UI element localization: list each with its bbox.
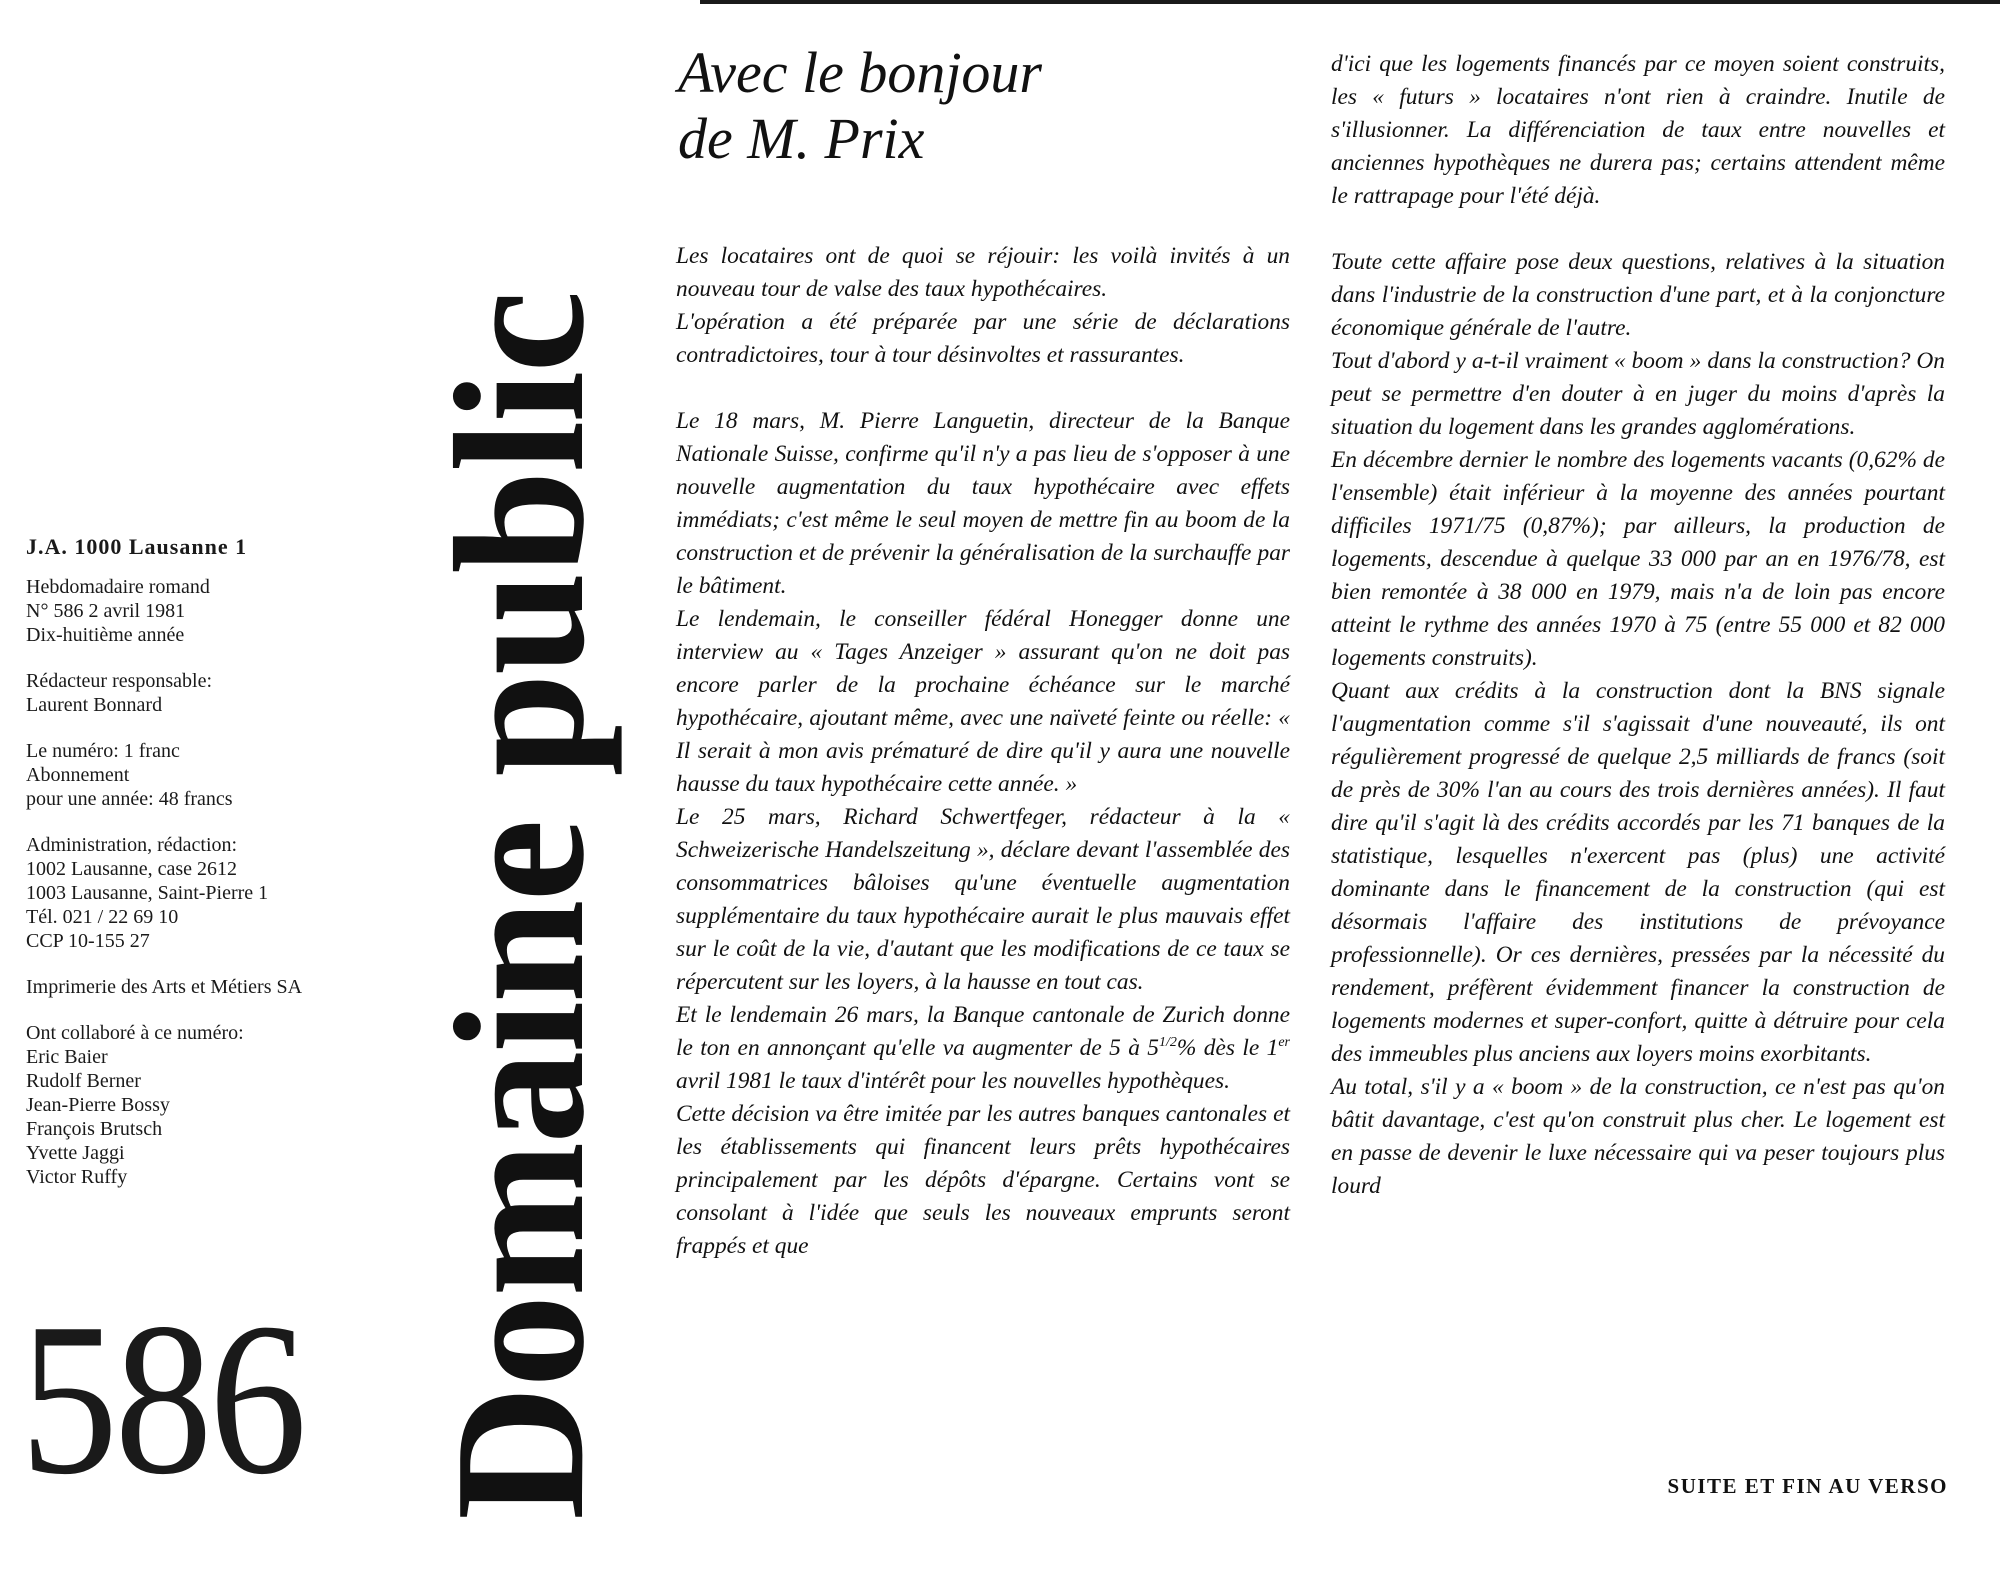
postal-mark: J.A. 1000 Lausanne 1 [26, 534, 248, 559]
info-block-contributors: Ont collaboré à ce numéro: Eric Baier Rudolf Berner Jean-Pierre Bossy François Brutsch Yvette Jaggi Victor Ruffy [26, 1022, 244, 1188]
info-block-editor: Rédacteur responsable: Laurent Bonnard [26, 670, 213, 716]
article-column-1 [676, 240, 1290, 1263]
info-block-edition: Hebdomadaire romand N° 586 2 avril 1981 Dix-huitième année [26, 576, 210, 646]
article-paragraph: Le lendemain, le conseiller fédéral Honegger donne une interview au « Tages Anzeiger » assurant qu'on ne doit pas encore parler de la prochaine échéance sur le marché hypothécaire, ajoutant même, avec une naïveté feinte ou réelle: « Il serait à mon avis prématuré de dire qu'il y aura une nouvelle hausse du taux hypothécaire cette année. » [676, 606, 1290, 797]
article-title: Avec le bonjour de M. Prix [678, 40, 1043, 171]
article-paragraph: Toute cette affaire pose deux questions, relatives à la situation dans l'industrie de la construction d'une part, et à la conjoncture économique générale de l'autre. [1331, 249, 1945, 341]
info-block-price: Le numéro: 1 franc Abonnement pour une année: 48 francs [26, 740, 233, 810]
intro-paragraph: Les locataires ont de quoi se réjouir: les voilà invités à un nouveau tour de valse des taux hypothécaires. [676, 243, 1290, 302]
intro-paragraph: L'opération a été préparée par une série de déclarations contradictoires, tour à tour désinvoltes et rassurantes. [676, 309, 1290, 368]
info-block-address: Administration, rédaction: 1002 Lausanne, case 2612 1003 Lausanne, Saint-Pierre 1 Tél. 021 / 22 69 10 CCP 10-155 27 [26, 834, 269, 952]
article-paragraph: En décembre dernier le nombre des logements vacants (0,62% de l'ensemble) était inférieur à la moyenne des années pourtant difficiles 1971/75 (0,87%); par ailleurs, la production de logements, descendue à quelque 33 000 par an en 1976/78, est bien remontée à 38 000 en 1979, mais n'a de loin pas encore atteint le rythme des années 1970 à 75 (entre 55 000 et 82 000 logements construits). [1331, 447, 1945, 671]
article-paragraph: d'ici que les logements financés par ce moyen soient construits, les « futurs » locataires n'ont rien à craindre. Inutile de s'illusionner. La différenciation de taux entre nouvelles et anciennes hypothèques ne durera pas; certains attendent même le rattrapage pour l'été déjà. [1331, 51, 1945, 209]
article-column-2 [1331, 48, 1945, 1203]
article-paragraph: Cette décision va être imitée par les autres banques cantonales et les établissements qui financent leurs prêts hypothécaires principalement par les dépôts d'épargne. Certains vont se consolant à l'idée que seuls les nouveaux emprunts seront frappés et que [676, 1101, 1290, 1259]
issue-number: 586 [20, 1279, 304, 1520]
article-paragraph: Quant aux crédits à la construction dont la BNS signale l'augmentation comme s'il s'agissait d'une nouveauté, ils ont régulièrement progressé de quelque 2,5 milliards de francs (soit de près de 30% l'an au cours des trois dernières années). Il faut dire qu'il s'agit là des crédits accordés par les 71 banques de la statistique, lesquelles n'exercent pas (plus) une activité dominante dans le financement de la construction (qui est désormais l'affaire des institutions de prévoyance professionnelle). Or ces dernières, pressées par la nécessité du rendement, préfèrent évidemment financer la construction de logements modernes et super-confort, quitte à détruire pour cela des immeubles plus anciens aux loyers moins exorbitants. [1331, 678, 1945, 1067]
masthead-title: Domaine public [417, 292, 623, 1520]
publication-info [26, 535, 386, 1211]
article-paragraph: Et le lendemain 26 mars, la Banque cantonale de Zurich donne le ton en annonçant qu'elle va augmenter de 5 à $5^{1/2}\%$ dès le 1er avril 1981 le taux d'intérêt pour les nouvelles hypothèques. [676, 1002, 1290, 1094]
article-paragraph: Au total, s'il y a « boom » de la construction, ce n'est pas qu'on bâtit davantage, c'est qu'on construit plus cher. Le logement est en passe de devenir le luxe nécessaire qui va peser toujours plus lourd [1331, 1074, 1945, 1199]
article-paragraph: Le 18 mars, M. Pierre Languetin, directeur de la Banque Nationale Suisse, confirme qu'il n'y a pas lieu de s'opposer à une nouvelle augmentation du taux hypothécaire avec effets immédiats; c'est même le seul moyen de mettre fin au boom de la construction et de prévenir la généralisation de la surchauffe par le bâtiment. [676, 408, 1290, 599]
article-paragraph: Tout d'abord y a-t-il vraiment « boom » dans la construction? On peut se permettre d'en douter à en juger du moins d'après la situation du logement dans les grandes agglomérations. [1331, 348, 1945, 440]
top-rule [700, 0, 2000, 4]
continued-notice: SUITE ET FIN AU VERSO [1667, 1474, 1948, 1498]
article-paragraph: Le 25 mars, Richard Schwertfeger, rédacteur à la « Schweizerische Handelszeitung », déclare devant l'assemblée des consommatrices bâloises qu'une éventuelle augmentation supplémentaire du taux hypothécaire aurait le plus mauvais effet sur le coût de la vie, d'autant que les modifications de ce taux se répercutent sur les loyers, à la hausse en tout cas. [676, 804, 1290, 995]
info-block-printer: Imprimerie des Arts et Métiers SA [26, 976, 303, 998]
